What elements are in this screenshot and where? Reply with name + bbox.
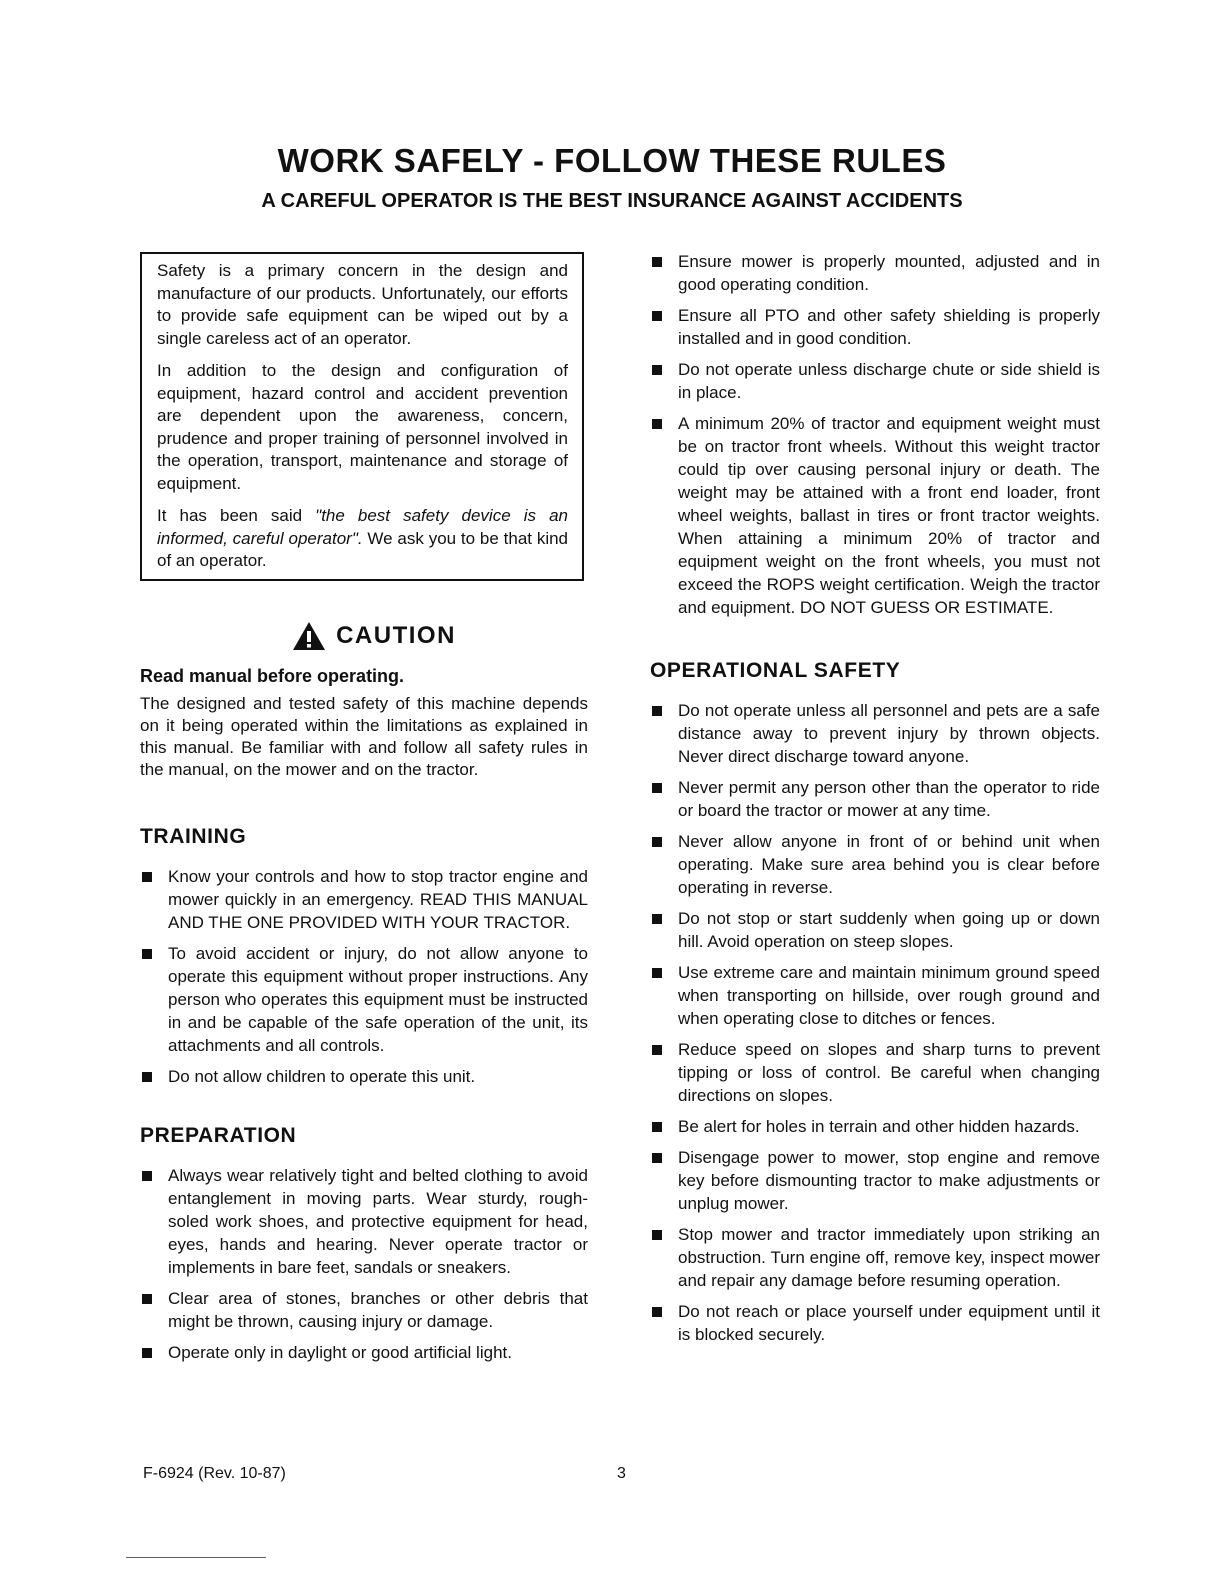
intro-paragraph-1: Safety is a primary concern in the design and manufacture of our products. Unfortunately, our efforts to provide safe equipment can be wiped out by a single careless act of an operator. [157,261,568,348]
intro-p3-before: It has been said [157,506,316,525]
list-item: Do not allow children to operate this unit. [140,1065,588,1088]
operational-safety-heading: OPERATIONAL SAFETY [650,659,901,682]
bullet-square-icon [652,1307,662,1317]
bullet-square-icon [652,783,662,793]
left-column [140,252,588,1372]
bullet-square-icon [652,837,662,847]
list-item: Never permit any person other than the operator to ride or board the tractor or mower at any time. [650,776,1100,822]
caution-subheading: Read manual before operating. [140,665,405,686]
bullet-square-icon [652,968,662,978]
page-subtitle: A CAREFUL OPERATOR IS THE BEST INSURANCE AGAINST ACCIDENTS [261,190,963,212]
list-item: Use extreme care and maintain minimum ground speed when transporting on hillside, over rough ground and when operating close to ditches or fences. [650,961,1100,1030]
bullet-square-icon [652,257,662,267]
list-item: Do not operate unless all personnel and pets are a safe distance away to prevent injury by thrown objects. Never direct discharge toward anyone. [650,699,1100,768]
intro-paragraph-2: In addition to the design and configuration of equipment, hazard control and accident prevention are dependent upon the awareness, concern, prudence and proper training of personnel involved in the operation, transport, maintenance and storage of equipment. [157,361,568,493]
list-item: Do not stop or start suddenly when going up or down hill. Avoid operation on steep slopes. [650,907,1100,953]
footer-divider [126,1557,266,1558]
bullet-square-icon [652,365,662,375]
list-item: Never allow anyone in front of or behind unit when operating. Make sure area behind you is clear before operating in reverse. [650,830,1100,899]
list-item: Always wear relatively tight and belted clothing to avoid entanglement in moving parts. Wear sturdy, rough-soled work shoes, and protective equipment for head, eyes, hands and hearing. Never operate tractor or implements in bare feet, sandals or sneakers. [140,1164,588,1279]
list-item: Disengage power to mower, stop engine and remove key before dismounting tractor to make adjustments or unplug mower. [650,1146,1100,1215]
list-item: Know your controls and how to stop tractor engine and mower quickly in an emergency. READ THIS MANUAL AND THE ONE PROVIDED WITH YOUR TRACTOR. [140,865,588,934]
bullet-square-icon [142,1348,152,1358]
bullet-square-icon [652,706,662,716]
list-item: Be alert for holes in terrain and other hidden hazards. [650,1115,1100,1138]
list-item: Do not operate unless discharge chute or side shield is in place. [650,358,1100,404]
preparation-heading: PREPARATION [140,1123,297,1147]
intro-quote: "the best safety device is an informed, careful operator". [157,506,568,548]
page-number: 3 [617,1465,626,1482]
list-item: Clear area of stones, branches or other debris that might be thrown, causing injury or damage. [140,1287,588,1333]
bullet-square-icon [652,1153,662,1163]
bullet-square-icon [652,1122,662,1132]
list-item: Operate only in daylight or good artificial light. [140,1341,588,1364]
caution-heading [140,621,588,656]
form-number: F-6924 (Rev. 10-87) [143,1465,286,1482]
bullet-square-icon [142,872,152,882]
bullet-square-icon [652,1045,662,1055]
bullet-square-icon [142,1294,152,1304]
intro-paragraph-3 [157,505,568,573]
list-item: Do not reach or place yourself under equipment until it is blocked securely. [650,1300,1100,1346]
list-item: A minimum 20% of tractor and equipment weight must be on tractor front wheels. Without this weight tractor could tip over causing personal injury or death. The weight may be attained with a front end loader, front wheel weights, ballast in tires or front tractor weights. When attaining a minimum 20% of tractor and equipment weight on the front wheels, you must not exceed the ROPS weight certification. Weigh the tractor and equipment. DO NOT GUESS OR ESTIMATE. [650,412,1100,619]
bullet-square-icon [142,949,152,959]
list-item: Ensure all PTO and other safety shielding is properly installed and in good condition. [650,304,1100,350]
preparation-list [140,1164,588,1364]
page-title: WORK SAFELY - FOLLOW THESE RULES [277,142,947,179]
bullet-square-icon [652,914,662,924]
list-item: Ensure mower is properly mounted, adjusted and in good operating condition. [650,250,1100,296]
right-column [650,250,1100,1354]
warning-triangle-icon [292,621,326,651]
list-item: Reduce speed on slopes and sharp turns to prevent tipping or loss of control. Be careful when changing directions on slopes. [650,1038,1100,1107]
bullet-square-icon [652,311,662,321]
list-item: To avoid accident or injury, do not allow anyone to operate this equipment without proper instructions. Any person who operates this equipment must be instructed in and be capable of the safe operation of the unit, its attachments and all controls. [140,942,588,1057]
bullet-square-icon [142,1072,152,1082]
bullet-square-icon [142,1171,152,1181]
training-heading: TRAINING [140,824,247,848]
bullet-square-icon [652,1230,662,1240]
operational-safety-list [650,699,1100,1346]
intro-box [140,252,584,581]
training-list [140,865,588,1088]
list-item: Stop mower and tractor immediately upon striking an obstruction. Turn engine off, remove key, inspect mower and repair any damage before resuming operation. [650,1223,1100,1292]
preparation-continued-list [650,250,1100,619]
caution-body: The designed and tested safety of this machine depends on it being operated within the limitations as explained in this manual. Be familiar with and follow all safety rules in the manual, on the mower and on the tractor. [140,693,588,779]
caution-label: CAUTION [336,621,456,649]
intro-p3-after: We ask you to be that kind of an operator. [157,528,569,570]
bullet-square-icon [652,419,662,429]
